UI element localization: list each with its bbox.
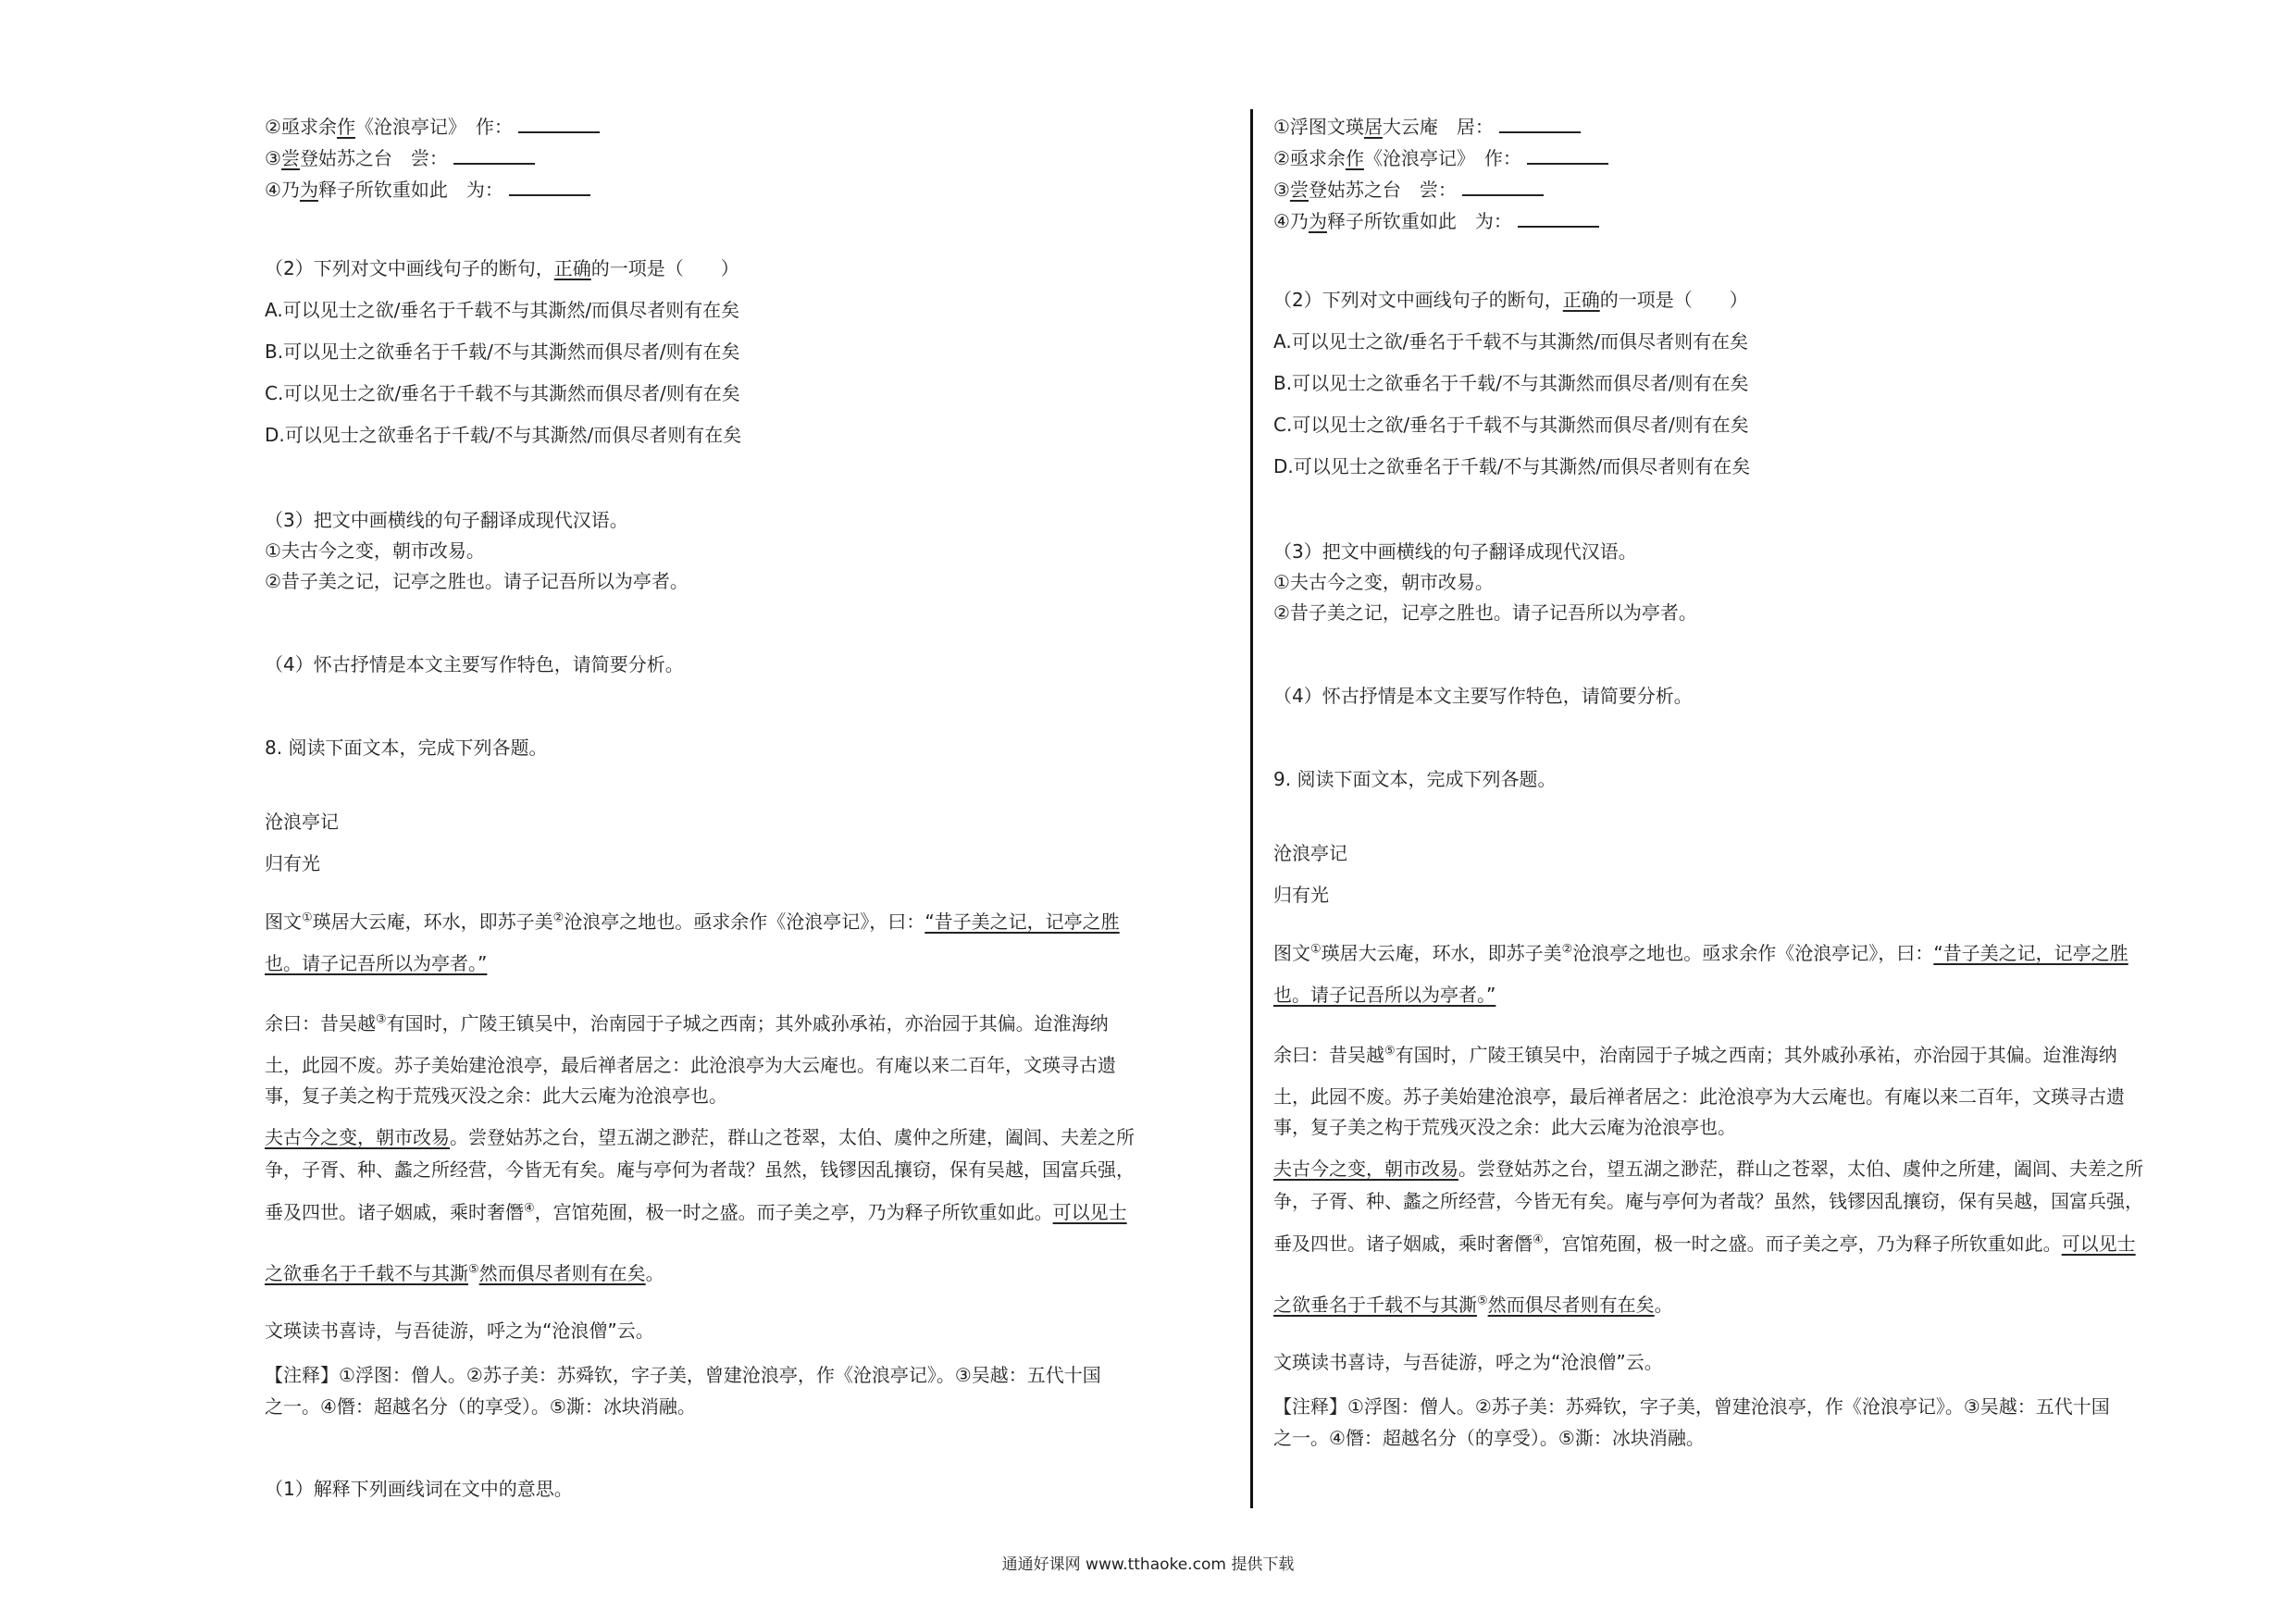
q1-stem: （1）解释下列画线词在文中的意思。: [265, 1478, 573, 1500]
notes-line-2: 之一。④僭：超越名分（的享受）。⑤澌：冰块消融。: [265, 1395, 696, 1418]
article-author: 归有光: [265, 852, 320, 874]
q1-item-4: ④乃为释子所钦重如此 为：: [1273, 209, 1599, 232]
article-author: 归有光: [1273, 884, 1329, 906]
para-2-line-1: 余曰：昔吴越③有国时，广陵王镇吴中，治南园于子城之西南；其外戚孙承祐，亦治园于其偏。迨淮海纳: [265, 1012, 1109, 1035]
q2-option-a[interactable]: A.可以见士之欲/垂名于千载不与其澌然/而俱尽者则有在矣: [265, 299, 740, 321]
q2-option-b[interactable]: B.可以见士之欲垂名于千载/不与其澌然而俱尽者/则有在矣: [1273, 372, 1749, 394]
q3-item-2: ②昔子美之记，记亭之胜也。请子记吾所以为亭者。: [265, 570, 689, 592]
answer-blank[interactable]: [453, 146, 535, 165]
para-2-line-3: 事，复子美之构于荒残灭没之余：此大云庵为沧浪亭也。: [265, 1084, 727, 1107]
q1-item-2: ②亟求余作《沧浪亭记》 作：: [1273, 146, 1608, 169]
q8-stem: 8. 阅读下面文本，完成下列各题。: [265, 737, 548, 759]
answer-blank[interactable]: [1518, 209, 1599, 228]
para-3-line-3: 垂及四世。诸子姻戚，乘时奢僭④，宫馆苑囿，极一时之盛。而子美之亭，乃为释子所钦重如此。可以见士: [265, 1201, 1127, 1223]
column-divider: [1250, 109, 1253, 1508]
answer-blank[interactable]: [1462, 178, 1544, 196]
q1-item-1: ①浮图文瑛居大云庵 居：: [1273, 115, 1581, 138]
para-1-line-1: 图文①瑛居大云庵，环水，即苏子美②沧浪亭之地也。亟求余作《沧浪亭记》，曰：“昔子美之记，记亭之胜: [1273, 942, 2128, 964]
q4-stem: （4）怀古抒情是本文主要写作特色，请简要分析。: [265, 653, 684, 675]
para-3-line-2: 争，子胥、种、蠡之所经营，今皆无有矣。庵与亭何为者哉？虽然，钱镠因乱攘窃，保有吴越，国富兵强，: [265, 1158, 1135, 1181]
answer-blank[interactable]: [518, 115, 600, 133]
article-title: 沧浪亭记: [1273, 842, 1347, 864]
para-3-line-4: 之欲垂名于千载不与其澌⑤然而俱尽者则有在矣。: [265, 1262, 664, 1284]
q2-option-d[interactable]: D.可以见士之欲垂名于千载/不与其澌然/而俱尽者则有在矣: [265, 424, 742, 446]
q2-option-a[interactable]: A.可以见士之欲/垂名于千载不与其澌然/而俱尽者则有在矣: [1273, 330, 1749, 353]
q2-option-d[interactable]: D.可以见士之欲垂名于千载/不与其澌然/而俱尽者则有在矣: [1273, 455, 1751, 477]
q1-item-4: ④乃为释子所钦重如此 为：: [265, 178, 590, 201]
para-1-line-2: 也。请子记吾所以为亭者。”: [1273, 984, 1496, 1006]
para-3-line-2: 争，子胥、种、蠡之所经营，今皆无有矣。庵与亭何为者哉？虽然，钱镠因乱攘窃，保有吴越，国富兵强，: [1273, 1190, 2143, 1212]
q3-stem: （3）把文中画横线的句子翻译成现代汉语。: [1273, 540, 1637, 563]
q9-stem: 9. 阅读下面文本，完成下列各题。: [1273, 768, 1557, 790]
para-2-line-2: 土，此园不废。苏子美始建沧浪亭，最后禅者居之：此沧浪亭为大云庵也。有庵以来二百年，文瑛寻古遗: [265, 1054, 1116, 1076]
q4-stem: （4）怀古抒情是本文主要写作特色，请简要分析。: [1273, 685, 1693, 707]
notes-line-1: 【注释】①浮图：僧人。②苏子美：苏舜钦，字子美，曾建沧浪亭，作《沧浪亭记》。③吴越：五代十国: [265, 1364, 1101, 1386]
q1-item-3: ③尝登姑苏之台 尝：: [1273, 178, 1544, 201]
para-3-line-4: 之欲垂名于千载不与其澌⑤然而俱尽者则有在矣。: [1273, 1294, 1673, 1316]
para-3-line-1: 夫古今之变，朝市改易。尝登姑苏之台，望五湖之渺茫，群山之苍翠，太伯、虞仲之所建，阖闾、夫差之所: [265, 1126, 1135, 1148]
notes-line-1: 【注释】①浮图：僧人。②苏子美：苏舜钦，字子美，曾建沧浪亭，作《沧浪亭记》。③吴越：五代十国: [1273, 1395, 2110, 1418]
q3-item-1: ①夫古今之变，朝市改易。: [1273, 571, 1494, 593]
para-2-line-2: 土，此园不废。苏子美始建沧浪亭，最后禅者居之：此沧浪亭为大云庵也。有庵以来二百年，文瑛寻古遗: [1273, 1085, 2125, 1108]
q2-option-c[interactable]: C.可以见士之欲/垂名于千载不与其澌然而俱尽者/则有在矣: [1273, 414, 1749, 436]
q2-stem: （2）下列对文中画线句子的断句，正确的一项是（ ）: [1273, 289, 1748, 311]
answer-blank[interactable]: [1527, 146, 1608, 165]
q2-option-b[interactable]: B.可以见士之欲垂名于千载/不与其澌然而俱尽者/则有在矣: [265, 341, 740, 363]
q1-item-3: ③尝登姑苏之台 尝：: [265, 146, 535, 169]
para-1-line-2: 也。请子记吾所以为亭者。”: [265, 952, 488, 974]
q2-stem: （2）下列对文中画线句子的断句，正确的一项是（ ）: [265, 257, 739, 279]
q3-item-1: ①夫古今之变，朝市改易。: [265, 539, 485, 562]
q2-option-c[interactable]: C.可以见士之欲/垂名于千载不与其澌然而俱尽者/则有在矣: [265, 382, 740, 404]
para-4: 文瑛读书喜诗，与吾徒游，呼之为“沧浪僧”云。: [1273, 1351, 1663, 1373]
para-2-line-3: 事，复子美之构于荒残灭没之余：此大云庵为沧浪亭也。: [1273, 1116, 1736, 1138]
page-footer[interactable]: 通通好课网 www.tthaoke.com 提供下载: [1001, 1555, 1295, 1574]
para-4: 文瑛读书喜诗，与吾徒游，呼之为“沧浪僧”云。: [265, 1319, 654, 1342]
para-3-line-1: 夫古今之变，朝市改易。尝登姑苏之台，望五湖之渺茫，群山之苍翠，太伯、虞仲之所建，阖闾、夫差之所: [1273, 1158, 2143, 1180]
para-3-line-3: 垂及四世。诸子姻戚，乘时奢僭④，宫馆苑囿，极一时之盛。而子美之亭，乃为释子所钦重如此。可以见士: [1273, 1233, 2136, 1255]
q1-item-2: ②亟求余作《沧浪亭记》 作：: [265, 115, 600, 138]
q3-item-2: ②昔子美之记，记亭之胜也。请子记吾所以为亭者。: [1273, 601, 1697, 624]
para-1-line-1: 图文①瑛居大云庵，环水，即苏子美②沧浪亭之地也。亟求余作《沧浪亭记》，曰：“昔子美之记，记亭之胜: [265, 911, 1120, 933]
article-title: 沧浪亭记: [265, 811, 339, 833]
para-2-line-1: 余曰：昔吴越⑤有国时，广陵王镇吴中，治南园于子城之西南；其外戚孙承祐，亦治园于其偏。迨淮海纳: [1273, 1044, 2117, 1066]
answer-blank[interactable]: [1499, 115, 1581, 133]
notes-line-2: 之一。④僭：超越名分（的享受）。⑤澌：冰块消融。: [1273, 1427, 1705, 1449]
answer-blank[interactable]: [509, 178, 590, 196]
q3-stem: （3）把文中画横线的句子翻译成现代汉语。: [265, 509, 628, 531]
